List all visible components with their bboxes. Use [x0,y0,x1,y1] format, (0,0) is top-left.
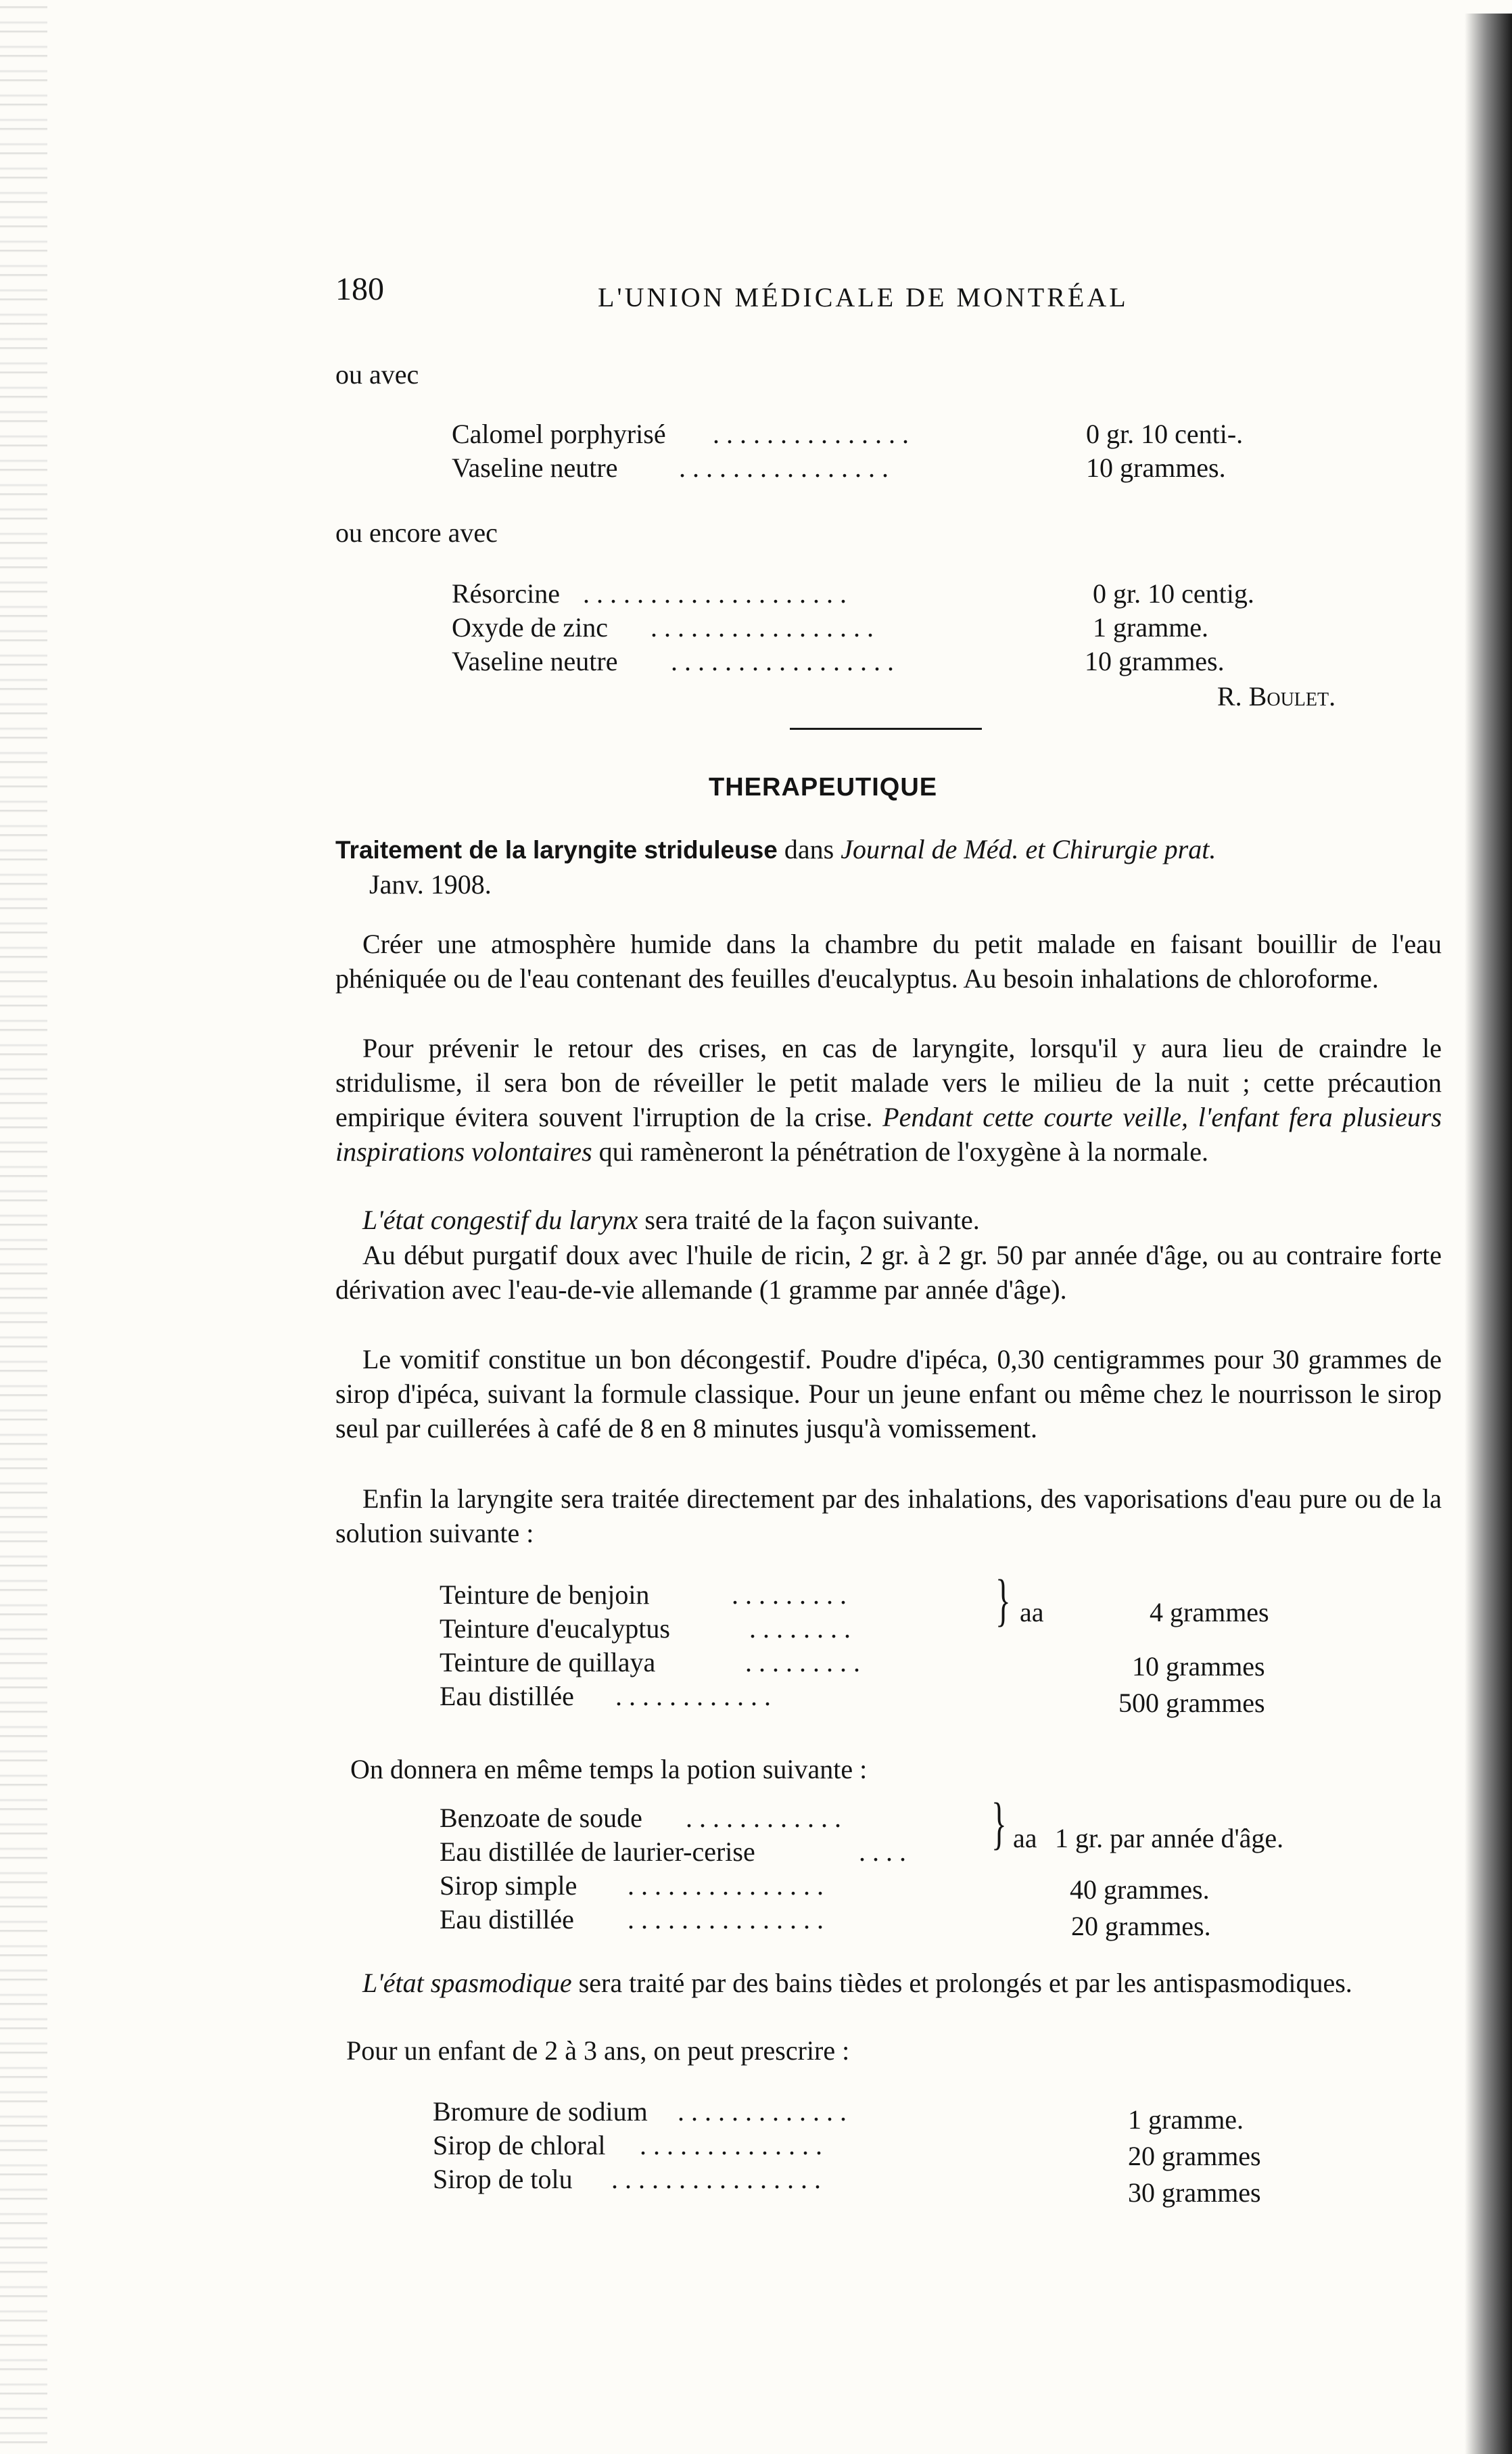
article-title-dans: dans [784,834,834,864]
signature: R. Boulet. [1217,681,1336,712]
formula1-row-2-item: Teinture d'eucalyptus [440,1613,670,1644]
formula3-row-2-dots: . . . . . . . . . . . . . . [640,2130,822,2160]
section2-row-3-item: Vaseline neutre [452,646,618,676]
formula1-row-1-item: Teinture de benjoin [440,1579,650,1610]
section2-row-1-dots: . . . . . . . . . . . . . . . . . . . . [583,578,847,609]
article-title: Traitement de la laryngite striduleuse [335,836,778,864]
running-head: L'UNION MÉDICALE DE MONTRÉAL [598,282,1129,312]
potion-intro: On donnera en même temps la potion suivante : [350,1754,868,1784]
formula2-row-1-item: Benzoate de soude [440,1803,642,1833]
paragraph-child-dose: Pour un enfant de 2 à 3 ans, on peut prescrire : [346,2035,850,2066]
formula2-brace-label: aa [1013,1823,1037,1853]
formula3-row-3-dots: . . . . . . . . . . . . . . . . [611,2164,821,2194]
formula2-row-4-qty: 20 grammes. [1071,1911,1211,1941]
paragraph-1: Créer une atmosphère humide dans la chambre du petit malade en faisant bouillir de l'eau phéniquée ou de l'eau contenant des feuilles d'eucalyptus. Au besoin inhalations de chloroforme. [335,929,1442,994]
formula1-row-2-dots: . . . . . . . . [749,1613,851,1644]
paragraph-5: Le vomitif constitue un bon décongestif. Poudre d'ipéca, 0,30 centigrammes pour 30 grammes de sirop d'ipéca, suivant la formule classique. Pour un jeune enfant ou même chez le nourrisson le sirop seul par cuillerées à café de 8 en 8 minutes jusqu'à vomissement. [335,1344,1442,1443]
paragraph-4: Au début purgatif doux avec l'huile de ricin, 2 gr. à 2 gr. 50 par année d'âge, ou au contraire forte dérivation avec l'eau-de-vie allemande (1 gramme par année d'âge). [335,1240,1442,1305]
section1-row-2-item: Vaseline neutre [452,453,618,483]
formula2-brace-qty: 1 gr. par année d'âge. [1055,1823,1284,1853]
paragraph-3 [335,1203,1442,1237]
paragraph-6: Enfin la laryngite sera traitée directement par des inhalations, des vaporisations d'eau pure ou de la solution suivante : [335,1483,1442,1548]
formula1-brace: } [995,1567,1011,1632]
paragraph-spasm-italic: L'état spasmodique [362,1968,572,1998]
formula1-brace-qty: 4 grammes [1150,1597,1269,1627]
article-title-line [335,833,1216,866]
formula3-row-2-item: Sirop de chloral [433,2130,606,2160]
paragraph-2-text: Pour prévenir le retour des crises, en cas de laryngite, lorsqu'il y aura lieu de craindre le stridulisme, il sera bon de réveiller le petit malade vers le milieu de la nuit ; cette précaution empirique évitera souvent l'irruption de la crise. [335,1033,1442,1132]
paragraph-2-end: qui ramèneront la pénétration de l'oxygène à la normale. [598,1136,1208,1167]
article-source-date: Janv. 1908. [369,869,492,900]
formula1-brace-label: aa [1020,1597,1044,1627]
formula2-row-2-item: Eau distillée de laurier-cerise [440,1836,755,1867]
formula3-row-1-item: Bromure de sodium [433,2096,648,2127]
section1-intro: ou avec [335,359,419,390]
section2-row-2-item: Oxyde de zinc [452,612,609,643]
formula2-row-2-dots: . . . . [859,1836,906,1867]
section2-row-2-qty: 1 gramme. [1093,612,1209,643]
formula3-row-2-qty: 20 grammes [1128,2141,1261,2171]
page-number: 180 [335,271,384,307]
section1-row-2-dots: . . . . . . . . . . . . . . . . [679,453,889,483]
paragraph-spasm-text: sera traité par des bains tièdes et prolongés et par les antispasmodiques. [578,1968,1352,1998]
formula2-row-4-item: Eau distillée [440,1904,574,1935]
formula1-row-4-item: Eau distillée [440,1681,574,1711]
formula1-row-4-qty: 500 grammes [1118,1688,1265,1718]
section2-intro: ou encore avec [335,517,498,548]
section1-row-1-dots: . . . . . . . . . . . . . . . [713,419,909,449]
section2-row-3-qty: 10 grammes. [1085,646,1225,676]
formula3-row-1-dots: . . . . . . . . . . . . . [678,2096,847,2127]
formula1-row-1-dots: . . . . . . . . . [732,1579,847,1610]
formula2-row-4-dots: . . . . . . . . . . . . . . . [628,1904,824,1935]
formula2-row-3-item: Sirop simple [440,1870,577,1901]
section-heading: THERAPEUTIQUE [709,773,938,802]
paragraph-2 [335,1031,1442,1169]
section1-row-1-item: Calomel porphyrisé [452,419,666,449]
formula2-row-3-dots: . . . . . . . . . . . . . . . [628,1870,824,1901]
formula1-row-3-dots: . . . . . . . . . [745,1647,860,1677]
formula1-row-3-qty: 10 grammes [1132,1651,1265,1682]
formula3-row-1-qty: 1 gramme. [1128,2104,1244,2135]
section2-row-1-qty: 0 gr. 10 centig. [1093,578,1254,609]
formula3-row-3-item: Sirop de tolu [433,2164,573,2194]
section-divider [790,728,982,730]
section2-row-3-dots: . . . . . . . . . . . . . . . . . [671,646,894,676]
formula2-row-1-dots: . . . . . . . . . . . . [686,1803,841,1833]
paragraph-3-italic: L'état congestif du larynx [362,1205,638,1235]
article-source-journal: Journal de Méd. et Chirurgie prat. [841,834,1216,864]
formula1-row-3-item: Teinture de quillaya [440,1647,656,1677]
formula2-brace: } [991,1790,1007,1855]
section2-row-1-item: Résorcine [452,578,560,609]
formula2-row-3-qty: 40 grammes. [1070,1874,1210,1905]
paragraph-spasm [335,1966,1442,2000]
paragraph-2-italic: Pendant cette courte veille, l'enfant fera plusieurs inspirations volontaires [335,1102,1442,1167]
paragraph-3-text: sera traité de la façon suivante. [644,1205,980,1235]
section2-row-2-dots: . . . . . . . . . . . . . . . . . [651,612,874,643]
section1-row-1-qty: 0 gr. 10 centi-. [1086,419,1244,449]
formula1-row-4-dots: . . . . . . . . . . . . [615,1681,771,1711]
formula3-row-3-qty: 30 grammes [1128,2177,1261,2208]
section1-row-2-qty: 10 grammes. [1086,453,1226,483]
